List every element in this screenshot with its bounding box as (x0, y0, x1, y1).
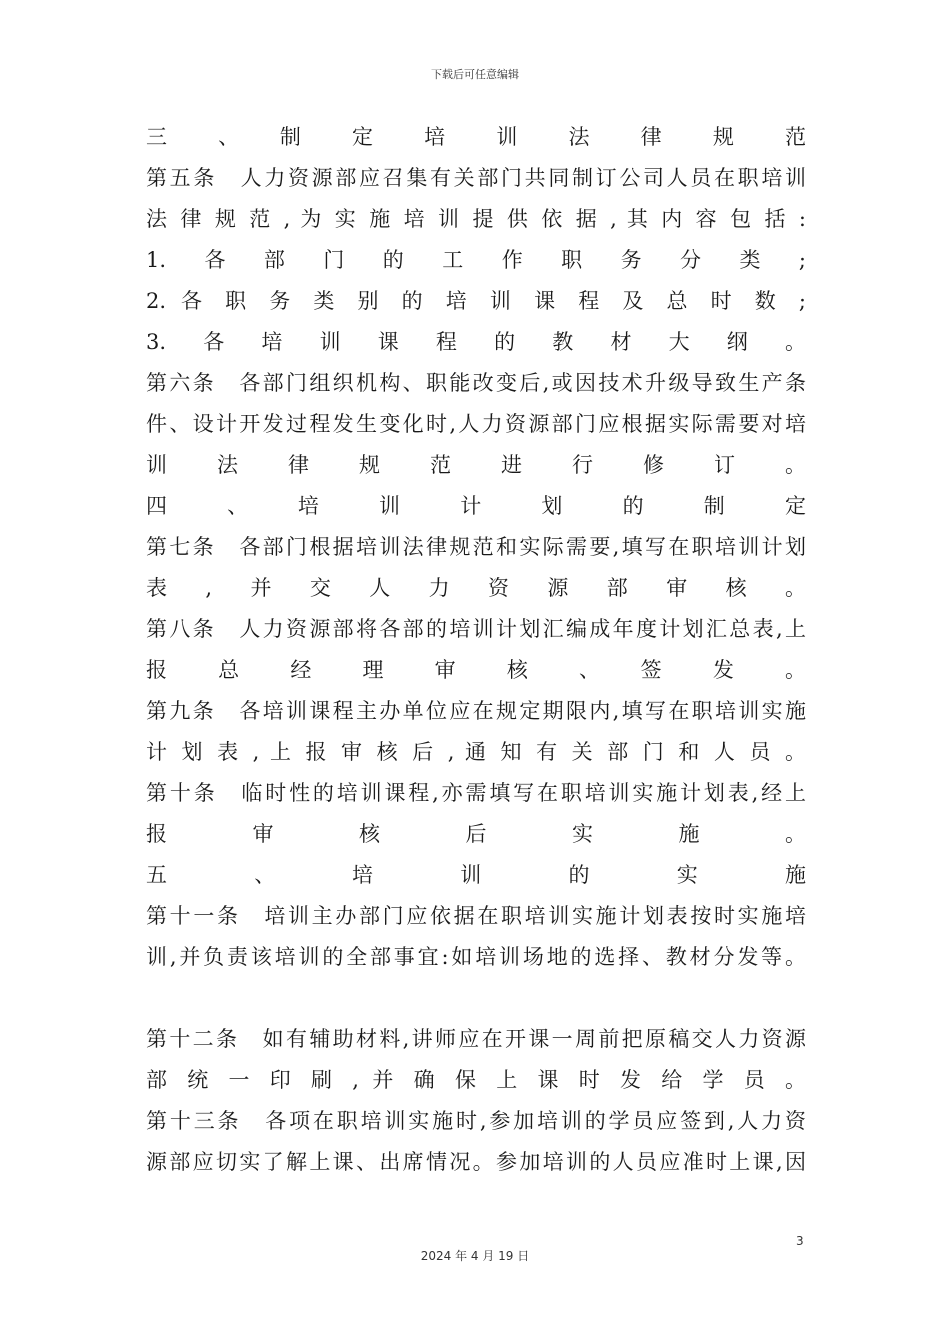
paragraph-line: 第七条 各部门根据培训法律规范和实际需要,填写在职培训计划 (146, 535, 806, 559)
paragraph-line: 第十二条 如有辅助材料,讲师应在开课一周前把原稿交人力资源 (146, 1027, 806, 1051)
list-item: 2. 各 职 务 类 别 的 培 训 课 程 及 总 时 数 ; (146, 289, 806, 313)
paragraph-line: 表 , 并 交 人 力 资 源 部 审 核 。 (146, 576, 806, 600)
section-heading: 四 、 培 训 计 划 的 制 定 (146, 494, 806, 518)
paragraph-line: 报 审 核 后 实 施 。 (146, 822, 806, 846)
paragraph-line: 第八条 人力资源部将各部的培训计划汇编成年度计划汇总表,上 (146, 617, 806, 641)
page-header: 下载后可任意编辑 (431, 68, 519, 81)
paragraph-line: 第十一条 培训主办部门应依据在职培训实施计划表按时实施培 (146, 904, 806, 928)
paragraph-line: 第五条 人力资源部应召集有关部门共同制订公司人员在职培训 (146, 166, 806, 190)
paragraph-line: 第十三条 各项在职培训实施时,参加培训的学员应签到,人力资 (146, 1109, 806, 1133)
paragraph-line: 第九条 各培训课程主办单位应在规定期限内,填写在职培训实施 (146, 699, 806, 723)
paragraph-line: 部 统 一 印 刷 , 并 确 保 上 课 时 发 给 学 员 。 (146, 1068, 806, 1092)
paragraph-line: 训 法 律 规 范 进 行 修 订 。 (146, 453, 806, 477)
document-body (146, 117, 806, 1183)
paragraph-line: 源部应切实了解上课、出席情况。参加培训的人员应准时上课,因 (146, 1150, 806, 1174)
page-number: 3 (796, 1234, 804, 1248)
section-heading: 五 、 培 训 的 实 施 (146, 863, 806, 887)
section-heading: 三 、 制 定 培 训 法 律 规 范 (146, 125, 806, 149)
paragraph-line: 件、设计开发过程发生变化时,人力资源部门应根据实际需要对培 (146, 412, 806, 436)
list-item: 1. 各 部 门 的 工 作 职 务 分 类 ; (146, 248, 806, 272)
paragraph-line: 报 总 经 理 审 核 、 签 发 。 (146, 658, 806, 682)
paragraph-line: 第六条 各部门组织机构、职能改变后,或因技术升级导致生产条 (146, 371, 806, 395)
paragraph-line: 第十条 临时性的培训课程,亦需填写在职培训实施计划表,经上 (146, 781, 806, 805)
blank-line (146, 978, 806, 1019)
list-item: 3. 各 培 训 课 程 的 教 材 大 纲 。 (146, 330, 806, 354)
paragraph-line: 训,并负责该培训的全部事宜:如培训场地的选择、教材分发等。 (146, 945, 806, 969)
paragraph-line: 计 划 表 , 上 报 审 核 后 , 通 知 有 关 部 门 和 人 员 。 (146, 740, 806, 764)
paragraph-line: 法 律 规 范 , 为 实 施 培 训 提 供 依 据 , 其 内 容 包 括 : (146, 207, 806, 231)
page-footer-date: 2024 年 4 月 19 日 (420, 1249, 530, 1263)
